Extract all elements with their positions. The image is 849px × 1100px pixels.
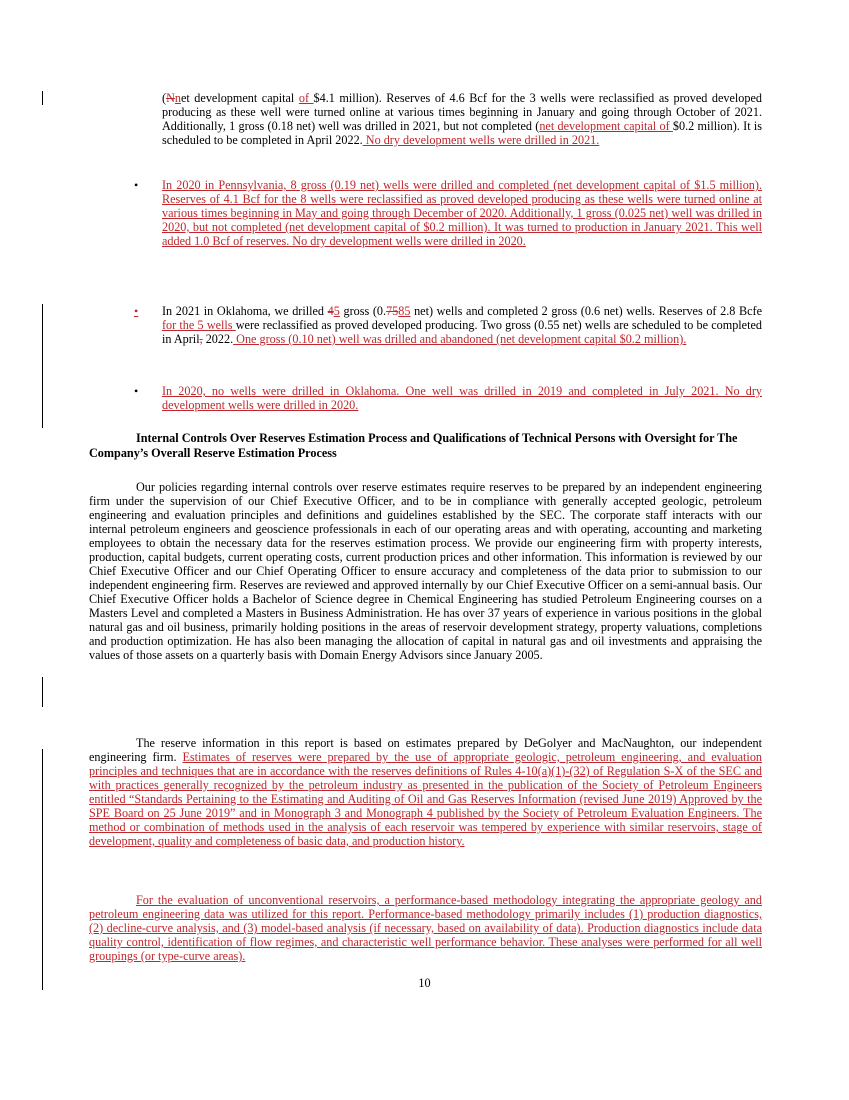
inserted-text: Estimates of reserves were prepared by the use of appropriate geologic, petroleum engineering, and evaluation principles and techniques that are in accordance with the reserves definitions of Rules 4-10(a)(1)-(32) of Regulation S-X of the SEC and with practices generally recognized by the petroleum industry as presented in the publication of the Society of Petroleum Engineers entitled “Standards Pertaining to the Estimating and Auditing of Oil and Gas Reserves Information (revised June 2019) Approved by the SPE Board on 25 June 2019” and in Monograph 3 and Monograph 4 published by the Society of Petroleum Evaluation Engineers. The method or combination of methods used in the analysis of each reservoir was tempered by experience with similar reservoirs, stage of development, quality and completeness of basic data, and production history.: [89, 750, 763, 848]
page-number: 10: [418, 976, 431, 990]
deleted-text: 75: [386, 304, 399, 318]
internal-controls-paragraph: Our policies regarding internal controls over reserve estimates require reserves to be prepared by an independent engineering firm under the supervision of our Chief Executive Officer, and to be in compliance with generally accepted geologic, petroleum engineering and evaluation principles and definitions and guidelines established by the SEC. The corporate staff interacts with our internal petroleum engineers and geoscience professionals in each of our operating areas and with operating, accounting and marketing employees to obtain the necessary data for the reserves estimation process. We provide our engineering firm with property interests, production, capital budgets, current operating costs, current production prices and other information. This information is reviewed by our Chief Executive Officer and our Chief Operating Officer to ensure accuracy and completeness of the data prior to submission to our independent engineering firm. Reserves are reviewed and approved internally by our Chief Executive Officer on a semi-annual basis. Our Chief Executive Officer holds a Bachelor of Science degree in Chemical Engineering has studied Petroleum Engineering courses on a Masters Level and completed a Masters in Business Administration. He has over 37 years of experience in various positions in the global natural gas and oil business, primarily holding positions in the areas of reservoir development strategy, property valuations, completions and production optimization. He has also been managing the allocation of capital in natural gas and oil investments and appraising the values of those assets on a quarterly basis with Domain Energy Advisors since January 2005.: [89, 480, 762, 662]
bullet-marker: •: [134, 384, 139, 398]
change-bar: [42, 677, 43, 707]
deleted-text: N: [166, 91, 175, 105]
inserted-text: of: [659, 119, 673, 133]
change-bar: [42, 304, 43, 428]
reserve-information-paragraph: The reserve information in this report is based on estimates prepared by DeGolyer and MacNaughton, our independent engineering firm. Estimates of reserves were prepared by the use of appropriate geologic, petroleum engineering, and evaluation principles and techniques that are in accordance with the reserves definitions of Rules 4-10(a)(1)-(32) of Regulation S-X of the SEC and with practices generally recognized by the petroleum industry as presented in the publication of the Society of Petroleum Engineers entitled “Standards Pertaining to the Estimating and Auditing of Oil and Gas Reserves Information (revised June 2019) Approved by the SPE Board on 25 June 2019” and in Monograph 3 and Monograph 4 published by the Society of Petroleum Evaluation Engineers. The method or combination of methods used in the analysis of each reservoir was tempered by experience with similar reservoirs, stage of development, quality and completeness of basic data, and production history.: [89, 736, 763, 848]
change-bar: [42, 91, 43, 105]
continuation-paragraph: (Nnet development capital of $4.1 million). Reserves of 4.6 Bcf for the 3 wells were reclassified as proved developed producing as these well were turned online at various times beginning in January and going through October of 2021. Additionally, 1 gross (0.18 net) well was drilled in 2021, but not completed (net development capital of $0.2 million). It is scheduled to be completed in April 2022. No dry development wells were drilled in 2021.: [162, 91, 762, 147]
unconventional-reservoirs-paragraph: For the evaluation of unconventional reservoirs, a performance-based methodology integrating the appropriate geology and petroleum engineering data was utilized for this report. Performance-based methodology primarily includes (1) production diagnostics, (2) decline-curve analysis, and (3) model-based analysis (if necessary, based on availability of data). Production diagnostics include data quality control, identification of flow regimes, and characteristic well performance behavior. These analyses were performed for all well groupings (or type-curve areas).: [89, 893, 762, 963]
section-heading: Internal Controls Over Reserves Estimation Process and Qualifications of Technical Persons with Oversight for The Company’s Overall Reserve Estimation Process: [89, 431, 738, 460]
bullet-marker: •: [134, 304, 139, 318]
inserted-text: 85: [398, 304, 411, 318]
bullet-item-oklahoma-2020: In 2020, no wells were drilled in Oklahoma. One well was drilled in 2019 and completed in July 2021. No dry development wells were drilled in 2020.: [162, 384, 762, 412]
bullet-item-pennsylvania-2020: In 2020 in Pennsylvania, 8 gross (0.19 net) wells were drilled and completed (net development capital of $1.5 million). Reserves of 4.1 Bcf for the 8 wells were reclassified as proved developed producing as these wells were turned online at various times beginning in May and going through December of 2020. Additionally, 1 gross (0.025 net) well was drilled in 2020, but not completed (net development capital of $0.2 million). It was turned to production in January 2021. This well added 1.0 Bcf of reserves. No dry development wells were drilled in 2020.: [162, 178, 762, 248]
inserted-text: net development capital: [539, 119, 660, 133]
bullet-marker: •: [134, 178, 139, 192]
bullet-item-oklahoma-2021: In 2021 in Oklahoma, we drilled 45 gross (0.7585 net) wells and completed 2 gross (0.6 net) wells. Reserves of 2.8 Bcfe for the 5 wells were reclassified as proved developed producing. Two gross (0.55 net) wells are scheduled to be completed in April, 2022. One gross (0.10 net) well was drilled and abandoned (net development capital $0.2 million).: [162, 304, 762, 346]
inserted-text: for the 5 wells: [162, 318, 236, 332]
inserted-text: No dry development wells were drilled in 2021.: [362, 133, 600, 147]
inserted-text: One gross (0.10 net) well was drilled and abandoned (net development capital $0.2 million).: [233, 332, 687, 346]
inserted-text: 5: [333, 304, 340, 318]
inserted-text: of: [298, 91, 314, 105]
deleted-text: ,: [199, 332, 203, 346]
inserted-text: n: [174, 91, 181, 105]
change-bar: [42, 749, 43, 990]
deleted-text: 4: [327, 304, 334, 318]
